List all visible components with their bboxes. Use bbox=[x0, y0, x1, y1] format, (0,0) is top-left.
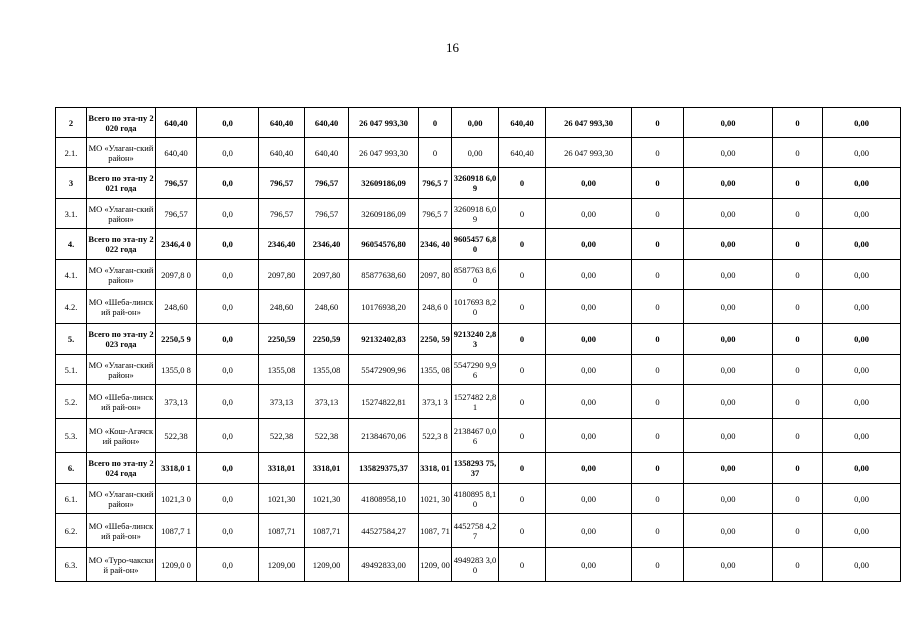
cell-col-a: 0,0 bbox=[197, 138, 259, 168]
cell-col-sum-4: 0,00 bbox=[684, 168, 773, 199]
program-stages-table bbox=[55, 107, 901, 582]
cell-col-total: 1209,0 0 bbox=[156, 548, 197, 582]
cell-col-e: 0 bbox=[499, 168, 546, 199]
cell-row-number: 5. bbox=[56, 324, 87, 355]
cell-col-sum-2: 9605457 6,80 bbox=[452, 229, 499, 260]
cell-col-sum-3: 0,00 bbox=[546, 453, 632, 484]
cell-col-b: 2346,40 bbox=[259, 229, 305, 260]
cell-col-c: 2250,59 bbox=[305, 324, 349, 355]
cell-col-c: 640,40 bbox=[305, 108, 349, 138]
cell-col-b: 522,38 bbox=[259, 419, 305, 453]
cell-col-a: 0,0 bbox=[197, 453, 259, 484]
cell-col-sum-4: 0,00 bbox=[684, 548, 773, 582]
cell-col-sum-5: 0,00 bbox=[823, 260, 901, 290]
stage-total-row bbox=[56, 229, 901, 260]
cell-col-g: 0 bbox=[773, 484, 823, 514]
municipality-row bbox=[56, 548, 901, 582]
stage-total-row bbox=[56, 453, 901, 484]
cell-col-sum-1: 32609186,09 bbox=[349, 199, 419, 229]
cell-col-b: 640,40 bbox=[259, 108, 305, 138]
cell-col-c: 1355,08 bbox=[305, 355, 349, 385]
cell-col-d: 522,3 8 bbox=[419, 419, 452, 453]
cell-col-f: 0 bbox=[632, 385, 684, 419]
cell-row-name: МО «Шеба-линский рай-он» bbox=[87, 290, 156, 324]
cell-col-f: 0 bbox=[632, 108, 684, 138]
cell-col-d: 373,1 3 bbox=[419, 385, 452, 419]
cell-col-sum-3: 26 047 993,30 bbox=[546, 108, 632, 138]
municipality-row bbox=[56, 385, 901, 419]
cell-col-total: 2250,5 9 bbox=[156, 324, 197, 355]
cell-col-e: 0 bbox=[499, 229, 546, 260]
cell-col-f: 0 bbox=[632, 199, 684, 229]
cell-col-d: 2097, 80 bbox=[419, 260, 452, 290]
cell-col-a: 0,0 bbox=[197, 260, 259, 290]
stage-total-row bbox=[56, 324, 901, 355]
cell-col-a: 0,0 bbox=[197, 199, 259, 229]
cell-col-g: 0 bbox=[773, 260, 823, 290]
page-number: 16 bbox=[446, 40, 459, 55]
cell-row-number: 4.1. bbox=[56, 260, 87, 290]
cell-col-f: 0 bbox=[632, 229, 684, 260]
cell-col-e: 0 bbox=[499, 453, 546, 484]
cell-col-sum-5: 0,00 bbox=[823, 108, 901, 138]
cell-col-f: 0 bbox=[632, 290, 684, 324]
cell-col-c: 2097,80 bbox=[305, 260, 349, 290]
cell-col-a: 0,0 bbox=[197, 419, 259, 453]
cell-col-sum-1: 96054576,80 bbox=[349, 229, 419, 260]
cell-col-total: 248,60 bbox=[156, 290, 197, 324]
cell-col-sum-1: 15274822,81 bbox=[349, 385, 419, 419]
cell-col-c: 796,57 bbox=[305, 199, 349, 229]
cell-col-b: 1355,08 bbox=[259, 355, 305, 385]
cell-col-total: 640,40 bbox=[156, 108, 197, 138]
cell-col-sum-4: 0,00 bbox=[684, 138, 773, 168]
cell-col-g: 0 bbox=[773, 138, 823, 168]
cell-col-f: 0 bbox=[632, 453, 684, 484]
cell-col-d: 796,5 7 bbox=[419, 168, 452, 199]
cell-row-name: МО «Кош-Агачский район» bbox=[87, 419, 156, 453]
cell-col-b: 373,13 bbox=[259, 385, 305, 419]
cell-col-b: 2097,80 bbox=[259, 260, 305, 290]
cell-col-f: 0 bbox=[632, 419, 684, 453]
cell-col-b: 2250,59 bbox=[259, 324, 305, 355]
cell-col-sum-2: 8587763 8,60 bbox=[452, 260, 499, 290]
cell-col-sum-1: 26 047 993,30 bbox=[349, 138, 419, 168]
cell-row-number: 6.1. bbox=[56, 484, 87, 514]
cell-row-name: МО «Шеба-линский рай-он» bbox=[87, 385, 156, 419]
cell-row-name: Всего по эта-пу 2021 года bbox=[87, 168, 156, 199]
cell-col-f: 0 bbox=[632, 168, 684, 199]
cell-row-name: МО «Улаган-ский район» bbox=[87, 260, 156, 290]
cell-row-name: МО «Туро-чакский рай-он» bbox=[87, 548, 156, 582]
cell-col-e: 640,40 bbox=[499, 108, 546, 138]
cell-col-d: 3318, 01 bbox=[419, 453, 452, 484]
cell-col-e: 0 bbox=[499, 324, 546, 355]
cell-row-name: МО «Улаган-ский район» bbox=[87, 199, 156, 229]
cell-col-sum-1: 32609186,09 bbox=[349, 168, 419, 199]
cell-col-sum-1: 10176938,20 bbox=[349, 290, 419, 324]
cell-col-sum-1: 135829375,37 bbox=[349, 453, 419, 484]
cell-col-f: 0 bbox=[632, 138, 684, 168]
cell-col-g: 0 bbox=[773, 108, 823, 138]
municipality-row bbox=[56, 514, 901, 548]
cell-col-g: 0 bbox=[773, 199, 823, 229]
cell-col-f: 0 bbox=[632, 514, 684, 548]
cell-col-sum-4: 0,00 bbox=[684, 108, 773, 138]
cell-col-sum-4: 0,00 bbox=[684, 385, 773, 419]
cell-row-number: 4.2. bbox=[56, 290, 87, 324]
cell-col-c: 1087,71 bbox=[305, 514, 349, 548]
cell-col-f: 0 bbox=[632, 324, 684, 355]
cell-col-a: 0,0 bbox=[197, 324, 259, 355]
cell-col-d: 1021, 30 bbox=[419, 484, 452, 514]
cell-col-sum-5: 0,00 bbox=[823, 514, 901, 548]
cell-col-e: 640,40 bbox=[499, 138, 546, 168]
cell-col-sum-1: 49492833,00 bbox=[349, 548, 419, 582]
cell-col-sum-4: 0,00 bbox=[684, 484, 773, 514]
cell-col-e: 0 bbox=[499, 419, 546, 453]
cell-col-sum-1: 44527584,27 bbox=[349, 514, 419, 548]
cell-col-sum-3: 0,00 bbox=[546, 260, 632, 290]
cell-col-sum-2: 1527482 2,81 bbox=[452, 385, 499, 419]
cell-col-sum-2: 5547290 9,96 bbox=[452, 355, 499, 385]
cell-col-sum-5: 0,00 bbox=[823, 199, 901, 229]
cell-col-sum-5: 0,00 bbox=[823, 385, 901, 419]
cell-col-sum-3: 0,00 bbox=[546, 385, 632, 419]
cell-row-number: 3.1. bbox=[56, 199, 87, 229]
cell-col-d: 0 bbox=[419, 108, 452, 138]
cell-col-e: 0 bbox=[499, 355, 546, 385]
cell-col-sum-4: 0,00 bbox=[684, 514, 773, 548]
cell-col-total: 2097,8 0 bbox=[156, 260, 197, 290]
cell-col-b: 1087,71 bbox=[259, 514, 305, 548]
cell-col-sum-4: 0,00 bbox=[684, 290, 773, 324]
cell-col-g: 0 bbox=[773, 355, 823, 385]
cell-col-total: 1355,0 8 bbox=[156, 355, 197, 385]
cell-col-sum-3: 0,00 bbox=[546, 324, 632, 355]
cell-row-number: 2.1. bbox=[56, 138, 87, 168]
cell-col-sum-2: 1017693 8,20 bbox=[452, 290, 499, 324]
cell-row-name: Всего по эта-пу 2023 года bbox=[87, 324, 156, 355]
cell-col-sum-5: 0,00 bbox=[823, 324, 901, 355]
cell-col-a: 0,0 bbox=[197, 385, 259, 419]
cell-col-b: 1209,00 bbox=[259, 548, 305, 582]
cell-col-sum-3: 0,00 bbox=[546, 419, 632, 453]
cell-col-sum-3: 0,00 bbox=[546, 548, 632, 582]
cell-col-total: 2346,4 0 bbox=[156, 229, 197, 260]
cell-row-name: МО «Улаган-ский район» bbox=[87, 355, 156, 385]
cell-row-name: МО «Шеба-линский рай-он» bbox=[87, 514, 156, 548]
cell-col-sum-3: 0,00 bbox=[546, 484, 632, 514]
stage-total-row bbox=[56, 168, 901, 199]
cell-row-number: 6.2. bbox=[56, 514, 87, 548]
cell-col-g: 0 bbox=[773, 324, 823, 355]
cell-col-d: 1209, 00 bbox=[419, 548, 452, 582]
cell-col-sum-5: 0,00 bbox=[823, 168, 901, 199]
cell-col-sum-5: 0,00 bbox=[823, 453, 901, 484]
cell-col-total: 522,38 bbox=[156, 419, 197, 453]
cell-col-sum-2: 3260918 6,09 bbox=[452, 168, 499, 199]
cell-col-a: 0,0 bbox=[197, 514, 259, 548]
cell-col-total: 796,57 bbox=[156, 168, 197, 199]
cell-row-number: 3 bbox=[56, 168, 87, 199]
cell-col-b: 640,40 bbox=[259, 138, 305, 168]
cell-col-c: 796,57 bbox=[305, 168, 349, 199]
cell-col-e: 0 bbox=[499, 290, 546, 324]
cell-col-sum-5: 0,00 bbox=[823, 138, 901, 168]
cell-col-sum-5: 0,00 bbox=[823, 484, 901, 514]
cell-col-sum-2: 0,00 bbox=[452, 108, 499, 138]
cell-col-sum-3: 0,00 bbox=[546, 168, 632, 199]
cell-col-sum-3: 0,00 bbox=[546, 514, 632, 548]
cell-col-b: 1021,30 bbox=[259, 484, 305, 514]
cell-col-sum-1: 26 047 993,30 bbox=[349, 108, 419, 138]
cell-col-sum-5: 0,00 bbox=[823, 419, 901, 453]
cell-col-sum-1: 21384670,06 bbox=[349, 419, 419, 453]
municipality-row bbox=[56, 355, 901, 385]
cell-col-sum-2: 0,00 bbox=[452, 138, 499, 168]
cell-col-b: 3318,01 bbox=[259, 453, 305, 484]
cell-col-sum-5: 0,00 bbox=[823, 355, 901, 385]
cell-col-sum-2: 4180895 8,10 bbox=[452, 484, 499, 514]
cell-col-f: 0 bbox=[632, 355, 684, 385]
cell-col-a: 0,0 bbox=[197, 108, 259, 138]
cell-col-sum-2: 2138467 0,06 bbox=[452, 419, 499, 453]
cell-row-name: МО «Улаган-ский район» bbox=[87, 484, 156, 514]
cell-row-number: 6. bbox=[56, 453, 87, 484]
municipality-row bbox=[56, 260, 901, 290]
cell-col-g: 0 bbox=[773, 385, 823, 419]
cell-col-sum-4: 0,00 bbox=[684, 324, 773, 355]
cell-col-d: 1355, 08 bbox=[419, 355, 452, 385]
cell-row-name: Всего по эта-пу 2024 года bbox=[87, 453, 156, 484]
cell-row-name: Всего по эта-пу 2022 года bbox=[87, 229, 156, 260]
cell-col-sum-4: 0,00 bbox=[684, 355, 773, 385]
cell-row-number: 5.1. bbox=[56, 355, 87, 385]
cell-row-name: МО «Улаган-ский район» bbox=[87, 138, 156, 168]
cell-row-name: Всего по эта-пу 2020 года bbox=[87, 108, 156, 138]
cell-col-d: 2250, 59 bbox=[419, 324, 452, 355]
cell-col-sum-3: 0,00 bbox=[546, 290, 632, 324]
cell-col-e: 0 bbox=[499, 199, 546, 229]
cell-col-sum-4: 0,00 bbox=[684, 229, 773, 260]
cell-col-f: 0 bbox=[632, 260, 684, 290]
cell-col-e: 0 bbox=[499, 514, 546, 548]
cell-col-sum-2: 4949283 3,00 bbox=[452, 548, 499, 582]
cell-col-g: 0 bbox=[773, 290, 823, 324]
cell-row-number: 2 bbox=[56, 108, 87, 138]
cell-col-sum-1: 41808958,10 bbox=[349, 484, 419, 514]
cell-col-sum-1: 92132402,83 bbox=[349, 324, 419, 355]
cell-col-d: 0 bbox=[419, 138, 452, 168]
cell-col-a: 0,0 bbox=[197, 548, 259, 582]
cell-col-a: 0,0 bbox=[197, 229, 259, 260]
cell-col-e: 0 bbox=[499, 385, 546, 419]
cell-col-f: 0 bbox=[632, 484, 684, 514]
municipality-row bbox=[56, 290, 901, 324]
cell-col-sum-5: 0,00 bbox=[823, 290, 901, 324]
cell-col-c: 2346,40 bbox=[305, 229, 349, 260]
cell-col-c: 248,60 bbox=[305, 290, 349, 324]
cell-col-sum-5: 0,00 bbox=[823, 548, 901, 582]
cell-col-g: 0 bbox=[773, 168, 823, 199]
cell-col-d: 1087, 71 bbox=[419, 514, 452, 548]
cell-col-b: 796,57 bbox=[259, 168, 305, 199]
cell-col-a: 0,0 bbox=[197, 355, 259, 385]
cell-col-d: 796,5 7 bbox=[419, 199, 452, 229]
cell-col-c: 1021,30 bbox=[305, 484, 349, 514]
cell-col-a: 0,0 bbox=[197, 290, 259, 324]
cell-col-sum-1: 55472909,96 bbox=[349, 355, 419, 385]
municipality-row bbox=[56, 419, 901, 453]
cell-col-sum-3: 0,00 bbox=[546, 355, 632, 385]
cell-row-number: 5.3. bbox=[56, 419, 87, 453]
cell-col-b: 248,60 bbox=[259, 290, 305, 324]
cell-col-sum-2: 9213240 2,83 bbox=[452, 324, 499, 355]
cell-col-c: 640,40 bbox=[305, 138, 349, 168]
cell-row-number: 4. bbox=[56, 229, 87, 260]
cell-col-sum-4: 0,00 bbox=[684, 260, 773, 290]
cell-col-g: 0 bbox=[773, 453, 823, 484]
cell-col-c: 3318,01 bbox=[305, 453, 349, 484]
cell-row-number: 6.3. bbox=[56, 548, 87, 582]
cell-col-sum-3: 0,00 bbox=[546, 229, 632, 260]
cell-col-c: 373,13 bbox=[305, 385, 349, 419]
cell-col-g: 0 bbox=[773, 514, 823, 548]
cell-col-a: 0,0 bbox=[197, 168, 259, 199]
cell-col-sum-5: 0,00 bbox=[823, 229, 901, 260]
cell-col-total: 1021,3 0 bbox=[156, 484, 197, 514]
cell-col-a: 0,0 bbox=[197, 484, 259, 514]
cell-col-sum-3: 26 047 993,30 bbox=[546, 138, 632, 168]
cell-col-b: 796,57 bbox=[259, 199, 305, 229]
cell-col-g: 0 bbox=[773, 419, 823, 453]
municipality-row bbox=[56, 484, 901, 514]
cell-col-e: 0 bbox=[499, 260, 546, 290]
cell-col-g: 0 bbox=[773, 548, 823, 582]
cell-col-d: 248,6 0 bbox=[419, 290, 452, 324]
cell-row-number: 5.2. bbox=[56, 385, 87, 419]
cell-col-sum-2: 3260918 6,09 bbox=[452, 199, 499, 229]
municipality-row bbox=[56, 199, 901, 229]
cell-col-f: 0 bbox=[632, 548, 684, 582]
cell-col-total: 3318,0 1 bbox=[156, 453, 197, 484]
cell-col-total: 1087,7 1 bbox=[156, 514, 197, 548]
cell-col-total: 640,40 bbox=[156, 138, 197, 168]
cell-col-d: 2346, 40 bbox=[419, 229, 452, 260]
cell-col-e: 0 bbox=[499, 548, 546, 582]
cell-col-sum-3: 0,00 bbox=[546, 199, 632, 229]
stage-total-row bbox=[56, 108, 901, 138]
cell-col-e: 0 bbox=[499, 484, 546, 514]
cell-col-c: 522,38 bbox=[305, 419, 349, 453]
cell-col-total: 796,57 bbox=[156, 199, 197, 229]
cell-col-total: 373,13 bbox=[156, 385, 197, 419]
cell-col-sum-4: 0,00 bbox=[684, 199, 773, 229]
cell-col-sum-4: 0,00 bbox=[684, 453, 773, 484]
cell-col-g: 0 bbox=[773, 229, 823, 260]
cell-col-sum-2: 4452758 4,27 bbox=[452, 514, 499, 548]
cell-col-sum-2: 1358293 75,37 bbox=[452, 453, 499, 484]
cell-col-sum-4: 0,00 bbox=[684, 419, 773, 453]
municipality-row bbox=[56, 138, 901, 168]
cell-col-sum-1: 85877638,60 bbox=[349, 260, 419, 290]
cell-col-c: 1209,00 bbox=[305, 548, 349, 582]
